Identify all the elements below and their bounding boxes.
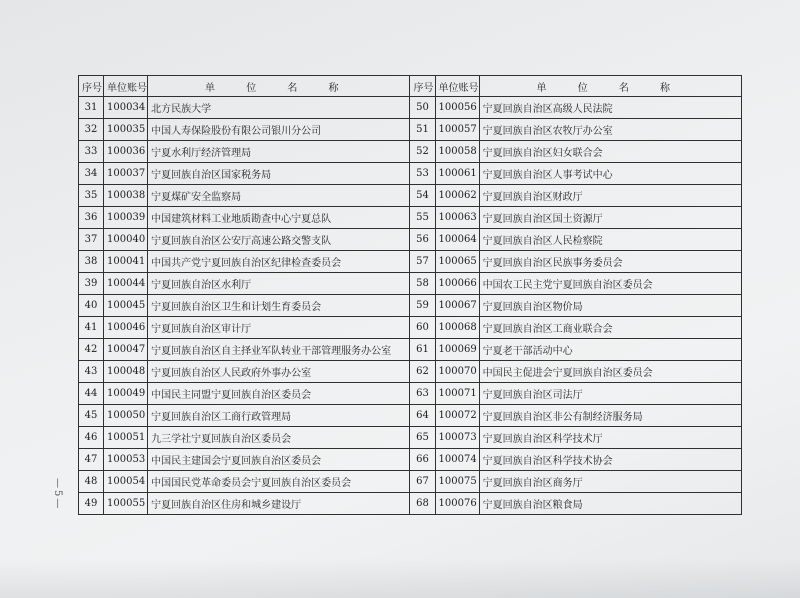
table-row	[79, 471, 742, 493]
account-cell: 100037	[104, 163, 148, 185]
account-cell: 100053	[104, 449, 148, 471]
seq-cell: 46	[79, 427, 104, 449]
account-cell: 100062	[435, 185, 479, 207]
account-cell: 100073	[435, 427, 479, 449]
table-row	[79, 207, 742, 229]
seq-cell: 37	[79, 229, 104, 251]
account-cell: 100034	[104, 97, 148, 119]
unit-name-cell: 中国民主建国会宁夏回族自治区委员会	[148, 449, 410, 471]
seq-cell: 42	[79, 339, 104, 361]
unit-name-cell: 宁夏老干部活动中心	[479, 339, 741, 361]
unit-name-cell: 九三学社宁夏回族自治区委员会	[148, 427, 410, 449]
table-row	[79, 427, 742, 449]
table-row	[79, 251, 742, 273]
unit-name-cell: 宁夏回族自治区高级人民法院	[479, 97, 741, 119]
table-row	[79, 163, 742, 185]
table-row	[79, 229, 742, 251]
account-cell: 100054	[104, 471, 148, 493]
account-cell: 100045	[104, 295, 148, 317]
unit-name-cell: 宁夏回族自治区司法厅	[479, 383, 741, 405]
unit-name-cell: 宁夏回族自治区人民检察院	[479, 229, 741, 251]
unit-name-cell: 中国人寿保险股份有限公司银川分公司	[148, 119, 410, 141]
unit-name-cell: 宁夏回族自治区民族事务委员会	[479, 251, 741, 273]
seq-cell: 40	[79, 295, 104, 317]
header-name-right: 单 位 名 称	[479, 76, 741, 97]
unit-name-cell: 宁夏回族自治区国土资源厅	[479, 207, 741, 229]
table-row	[79, 119, 742, 141]
account-cell: 100071	[435, 383, 479, 405]
unit-name-cell: 宁夏回族自治区人事考试中心	[479, 163, 741, 185]
seq-cell: 62	[410, 361, 435, 383]
seq-cell: 48	[79, 471, 104, 493]
page-shadow	[0, 558, 800, 598]
unit-account-table	[78, 75, 742, 515]
table-row	[79, 185, 742, 207]
seq-cell: 57	[410, 251, 435, 273]
table-row	[79, 97, 742, 119]
seq-cell: 65	[410, 427, 435, 449]
table-row	[79, 361, 742, 383]
unit-name-cell: 宁夏回族自治区公安厅高速公路交警支队	[148, 229, 410, 251]
unit-name-cell: 宁夏回族自治区农牧厅办公室	[479, 119, 741, 141]
unit-name-cell: 宁夏回族自治区人民政府外事办公室	[148, 361, 410, 383]
account-cell: 100069	[435, 339, 479, 361]
unit-name-cell: 宁夏回族自治区工商行政管理局	[148, 405, 410, 427]
account-cell: 100041	[104, 251, 148, 273]
unit-name-cell: 宁夏回族自治区财政厅	[479, 185, 741, 207]
table-row	[79, 449, 742, 471]
account-cell: 100072	[435, 405, 479, 427]
seq-cell: 35	[79, 185, 104, 207]
seq-cell: 47	[79, 449, 104, 471]
seq-cell: 36	[79, 207, 104, 229]
seq-cell: 49	[79, 493, 104, 515]
account-cell: 100040	[104, 229, 148, 251]
seq-cell: 60	[410, 317, 435, 339]
account-cell: 100063	[435, 207, 479, 229]
seq-cell: 34	[79, 163, 104, 185]
seq-cell: 44	[79, 383, 104, 405]
unit-name-cell: 宁夏回族自治区国家税务局	[148, 163, 410, 185]
account-cell: 100074	[435, 449, 479, 471]
account-cell: 100056	[435, 97, 479, 119]
unit-name-cell: 中国国民党革命委员会宁夏回族自治区委员会	[148, 471, 410, 493]
unit-name-cell: 宁夏回族自治区科学技术协会	[479, 449, 741, 471]
unit-name-cell: 宁夏回族自治区科学技术厅	[479, 427, 741, 449]
seq-cell: 51	[410, 119, 435, 141]
seq-cell: 50	[410, 97, 435, 119]
account-cell: 100058	[435, 141, 479, 163]
account-cell: 100036	[104, 141, 148, 163]
unit-name-cell: 宁夏水利厅经济管理局	[148, 141, 410, 163]
table-row	[79, 317, 742, 339]
table-row	[79, 493, 742, 515]
seq-cell: 43	[79, 361, 104, 383]
header-seq-left: 序号	[79, 76, 104, 97]
unit-name-cell: 宁夏回族自治区自主择业军队转业干部管理服务办公室	[148, 339, 410, 361]
account-cell: 100047	[104, 339, 148, 361]
unit-name-cell: 宁夏回族自治区住房和城乡建设厅	[148, 493, 410, 515]
seq-cell: 59	[410, 295, 435, 317]
unit-name-cell: 宁夏回族自治区物价局	[479, 295, 741, 317]
unit-name-cell: 中国民主同盟宁夏回族自治区委员会	[148, 383, 410, 405]
seq-cell: 33	[79, 141, 104, 163]
seq-cell: 55	[410, 207, 435, 229]
table-row	[79, 383, 742, 405]
account-cell: 100049	[104, 383, 148, 405]
seq-cell: 53	[410, 163, 435, 185]
unit-name-cell: 宁夏回族自治区水利厅	[148, 273, 410, 295]
account-cell: 100051	[104, 427, 148, 449]
account-cell: 100057	[435, 119, 479, 141]
account-cell: 100044	[104, 273, 148, 295]
table-row	[79, 405, 742, 427]
seq-cell: 41	[79, 317, 104, 339]
seq-cell: 39	[79, 273, 104, 295]
table-row	[79, 273, 742, 295]
account-cell: 100065	[435, 251, 479, 273]
seq-cell: 68	[410, 493, 435, 515]
account-cell: 100067	[435, 295, 479, 317]
seq-cell: 66	[410, 449, 435, 471]
account-cell: 100038	[104, 185, 148, 207]
seq-cell: 63	[410, 383, 435, 405]
account-cell: 100055	[104, 493, 148, 515]
seq-cell: 56	[410, 229, 435, 251]
table-row	[79, 141, 742, 163]
account-cell: 100039	[104, 207, 148, 229]
header-account-right: 单位账号	[435, 76, 479, 97]
unit-name-cell: 中国建筑材料工业地质勘查中心宁夏总队	[148, 207, 410, 229]
table-row	[79, 295, 742, 317]
seq-cell: 45	[79, 405, 104, 427]
unit-name-cell: 宁夏回族自治区非公有制经济服务局	[479, 405, 741, 427]
seq-cell: 67	[410, 471, 435, 493]
header-seq-right: 序号	[410, 76, 435, 97]
seq-cell: 64	[410, 405, 435, 427]
unit-name-cell: 中国农工民主党宁夏回族自治区委员会	[479, 273, 741, 295]
page-number: —5—	[52, 478, 63, 511]
seq-cell: 54	[410, 185, 435, 207]
seq-cell: 58	[410, 273, 435, 295]
account-cell: 100075	[435, 471, 479, 493]
unit-name-cell: 宁夏回族自治区商务厅	[479, 471, 741, 493]
account-cell: 100068	[435, 317, 479, 339]
account-cell: 100064	[435, 229, 479, 251]
table-header-row	[79, 76, 742, 97]
seq-cell: 32	[79, 119, 104, 141]
unit-name-cell: 宁夏回族自治区粮食局	[479, 493, 741, 515]
unit-name-cell: 宁夏回族自治区工商业联合会	[479, 317, 741, 339]
unit-name-cell: 宁夏回族自治区妇女联合会	[479, 141, 741, 163]
account-cell: 100066	[435, 273, 479, 295]
account-cell: 100048	[104, 361, 148, 383]
account-cell: 100076	[435, 493, 479, 515]
table-row	[79, 339, 742, 361]
account-cell: 100050	[104, 405, 148, 427]
account-cell: 100070	[435, 361, 479, 383]
unit-name-cell: 北方民族大学	[148, 97, 410, 119]
unit-name-cell: 中国共产党宁夏回族自治区纪律检查委员会	[148, 251, 410, 273]
account-cell: 100046	[104, 317, 148, 339]
header-name-left: 单 位 名 称	[148, 76, 410, 97]
account-cell: 100035	[104, 119, 148, 141]
unit-name-cell: 宁夏回族自治区审计厅	[148, 317, 410, 339]
unit-name-cell: 宁夏回族自治区卫生和计划生育委员会	[148, 295, 410, 317]
seq-cell: 52	[410, 141, 435, 163]
seq-cell: 61	[410, 339, 435, 361]
account-cell: 100061	[435, 163, 479, 185]
unit-name-cell: 宁夏煤矿安全监察局	[148, 185, 410, 207]
seq-cell: 31	[79, 97, 104, 119]
header-account-left: 单位账号	[104, 76, 148, 97]
unit-name-cell: 中国民主促进会宁夏回族自治区委员会	[479, 361, 741, 383]
seq-cell: 38	[79, 251, 104, 273]
